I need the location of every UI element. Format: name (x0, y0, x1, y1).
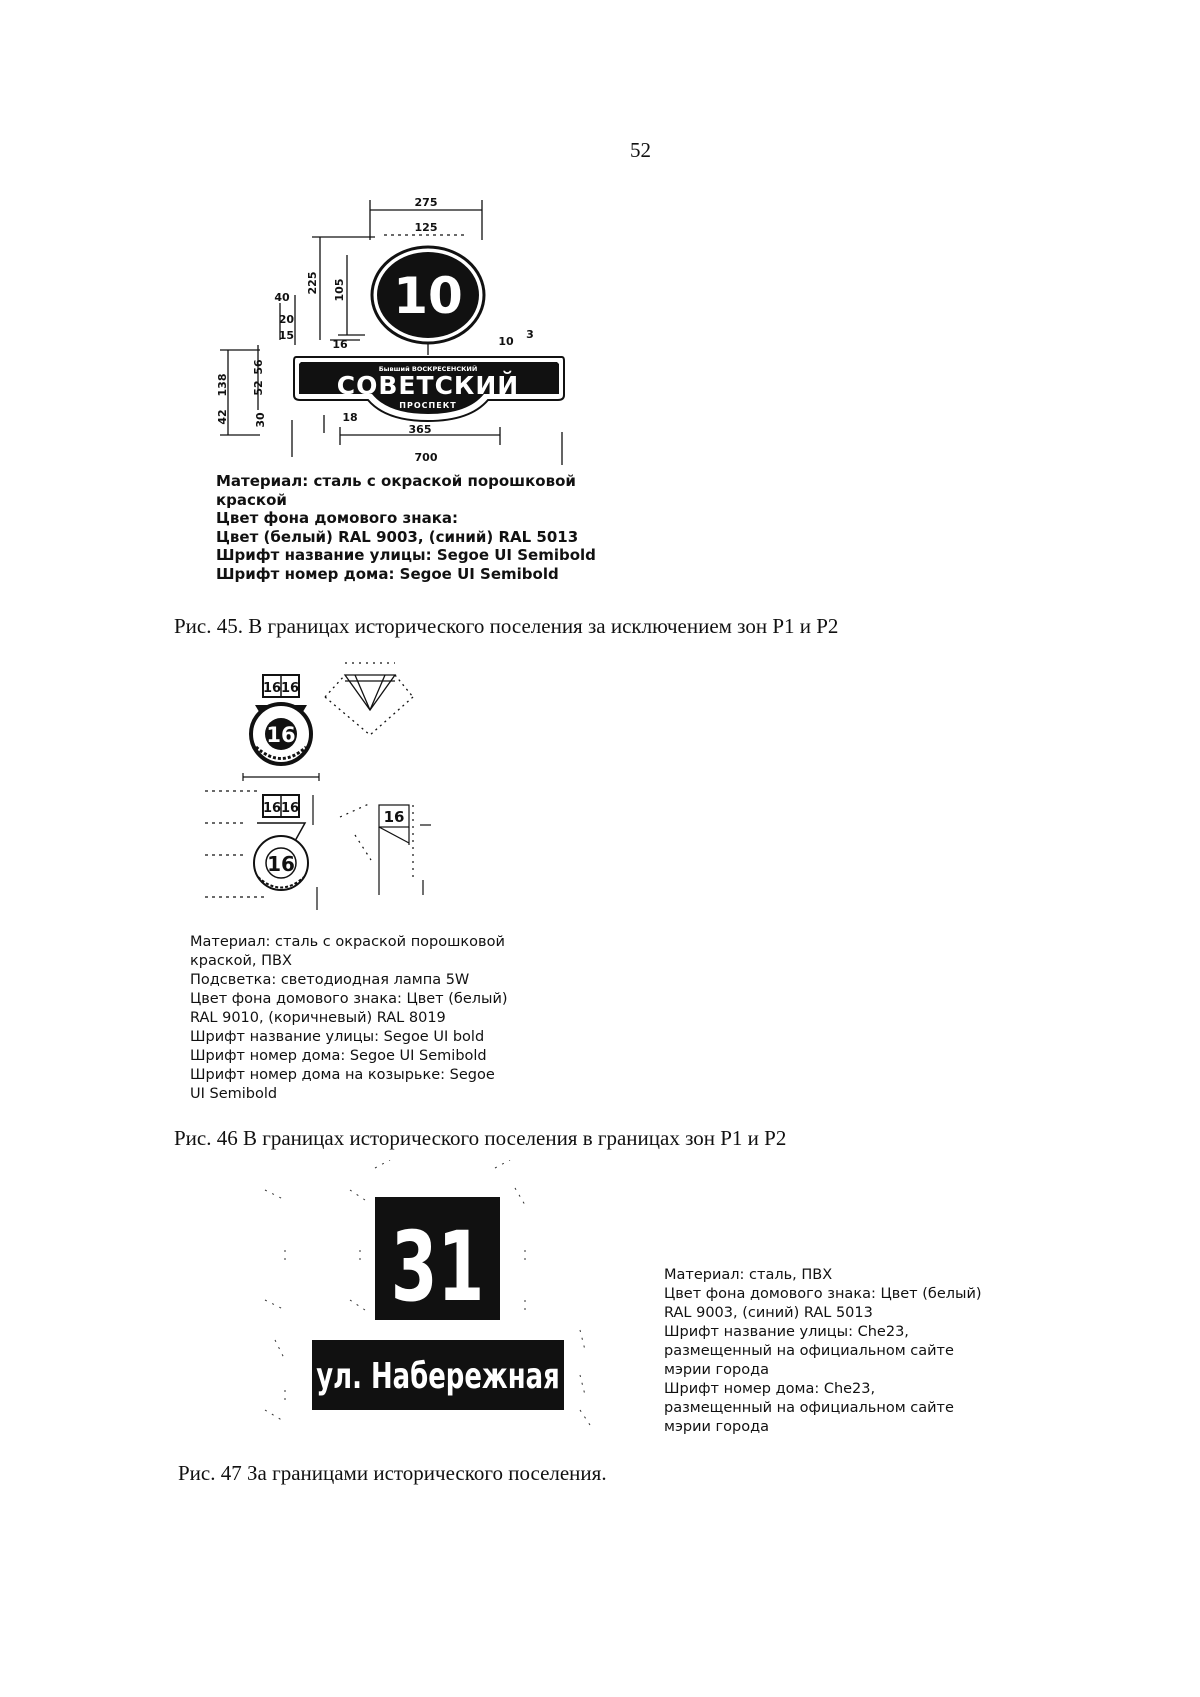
fig46-house-number: 16 (266, 723, 296, 747)
dim-15: 15 (278, 329, 294, 342)
fig46-drawing (195, 655, 455, 917)
spec-line: Материал: сталь, ПВХ (664, 1267, 833, 1283)
spec-line: Шрифт номер дома: Che23, (664, 1381, 876, 1397)
spec-line: UI Semibold (190, 1086, 278, 1102)
dim-10: 10 (498, 335, 514, 348)
fig46-canopy-number-left: 16 (262, 681, 282, 696)
spec-line: Цвет фона домового знака: Цвет (белый) (190, 991, 508, 1007)
spec-line: Шрифт название улицы: Che23, (664, 1324, 909, 1340)
spec-line: Шрифт номер дома: Segoe UI Semibold (216, 564, 559, 583)
dim-3: 3 (526, 328, 534, 341)
dim-275: 275 (414, 196, 438, 209)
spec-line: Шрифт название улицы: Segoe UI bold (190, 1029, 485, 1045)
dim-16: 16 (332, 338, 348, 351)
spec-line: мэрии города (664, 1362, 770, 1378)
fig46-spec (190, 933, 508, 1104)
dim-105: 105 (333, 278, 346, 302)
fig45-caption: Рис. 45. В границах исторического поселения за исключением зон Р1 и Р2 (174, 614, 839, 638)
fig46-caption: Рис. 46 В границах исторического поселения в границах зон Р1 и Р2 (174, 1126, 787, 1150)
spec-line: Шрифт номер дома на козырьке: Segoe (190, 1067, 495, 1083)
spec-line: Цвет фона домового знака: (216, 509, 459, 527)
spec-line: Материал: сталь с окраской порошковой (216, 472, 576, 490)
spec-line: краской, ПВХ (190, 953, 292, 969)
spec-line: краской (216, 490, 287, 509)
dim-56: 56 (252, 359, 265, 375)
dim-40: 40 (274, 291, 290, 304)
fig46-dim-house-number: 16 (267, 852, 295, 876)
fig45-street-name: СОВЕТСКИЙ (336, 371, 520, 400)
spec-line: размещенный на официальном сайте (664, 1343, 954, 1359)
fig46-dim-canopy-right: 16 (280, 801, 300, 816)
fig45-spec (216, 472, 596, 583)
spec-line: Шрифт номер дома: Segoe UI Semibold (190, 1048, 487, 1064)
dim-20: 20 (278, 313, 294, 326)
dim-138: 138 (216, 373, 229, 397)
fig46-dim-canopy-left: 16 (262, 801, 282, 816)
spec-line: Цвет фона домового знака: Цвет (белый) (664, 1286, 982, 1302)
fig47-spec (664, 1266, 982, 1437)
fig45-former-name: Бывший ВОСКРЕСЕНСКИЙ (378, 365, 478, 373)
fig46-canopy-number-right: 16 (280, 681, 300, 696)
page-number: 52 (630, 138, 651, 162)
fig46-side-number: 16 (383, 808, 405, 826)
fig47-drawing (255, 1160, 605, 1430)
spec-line: Шрифт название улицы: Segoe UI Semibold (216, 546, 596, 564)
dim-700: 700 (414, 451, 438, 464)
fig45-street-type: ПРОСПЕКТ (399, 401, 457, 410)
fig47-house-number: 31 (390, 1210, 485, 1324)
dim-225: 225 (306, 271, 319, 295)
fig47-caption: Рис. 47 За границами исторического поселения. (178, 1461, 607, 1485)
spec-line: RAL 9010, (коричневый) RAL 8019 (190, 1010, 446, 1026)
dim-125: 125 (414, 221, 438, 234)
fig45-house-number: 10 (393, 267, 463, 325)
dim-42: 42 (216, 409, 229, 425)
dim-365: 365 (408, 423, 432, 436)
spec-line: размещенный на официальном сайте (664, 1400, 954, 1416)
fig45-drawing (200, 195, 580, 470)
fig47-street-name: ул. Набережная (316, 1355, 560, 1398)
spec-line: Материал: сталь с окраской порошковой (190, 934, 505, 950)
spec-line: RAL 9003, (синий) RAL 5013 (664, 1305, 873, 1321)
dim-18: 18 (342, 411, 358, 424)
spec-line: мэрии города (664, 1419, 770, 1435)
dim-30: 30 (254, 412, 267, 428)
dim-52: 52 (252, 380, 265, 396)
spec-line: Подсветка: светодиодная лампа 5W (190, 972, 470, 988)
spec-line: Цвет (белый) RAL 9003, (синий) RAL 5013 (216, 527, 579, 546)
